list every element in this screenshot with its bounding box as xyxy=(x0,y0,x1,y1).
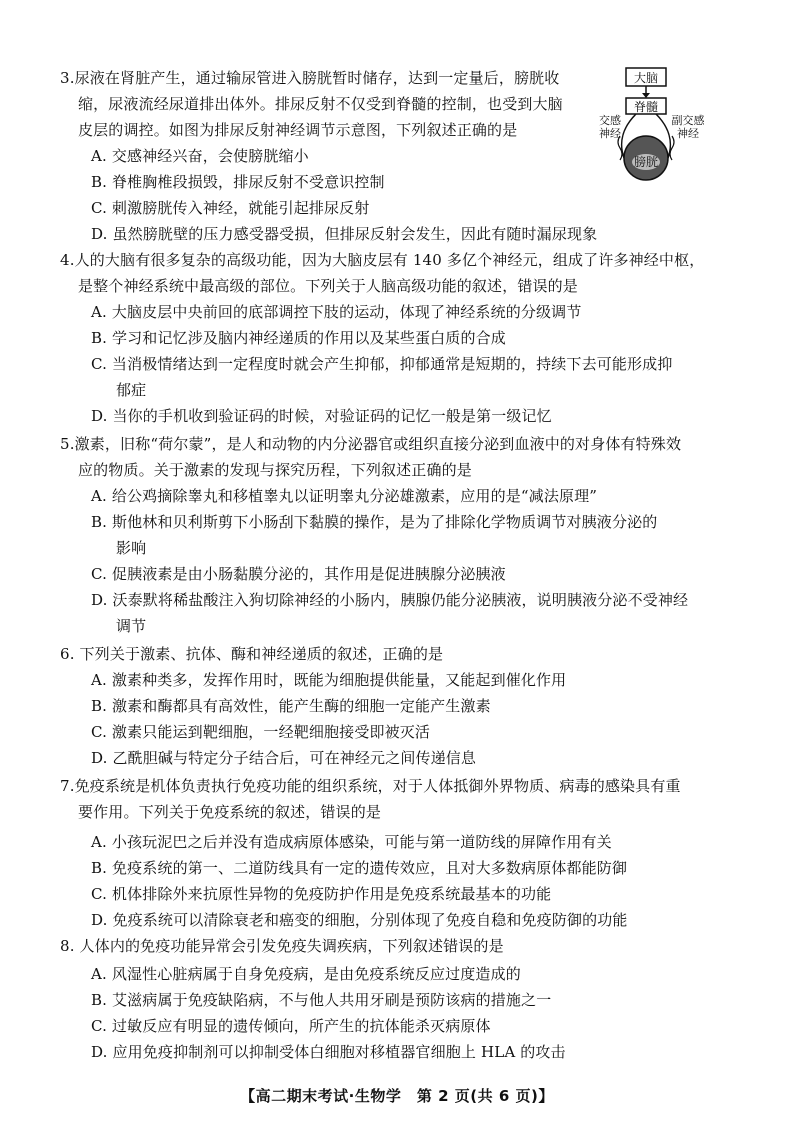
question-5-option-a[interactable]: A. 给公鸡摘除睾丸和移植睾丸以证明睾丸分泌雄激素，应用的是“减法原理” xyxy=(91,487,598,505)
question-4-option-c-cont: 郁症 xyxy=(116,381,147,399)
question-5-option-d-cont: 调节 xyxy=(116,617,147,635)
question-8-option-c[interactable]: C. 过敏反应有明显的遗传倾向，所产生的抗体能杀灭病原体 xyxy=(91,1017,491,1035)
question-5-option-c[interactable]: C. 促胰液素是由小肠黏膜分泌的，其作用是促进胰腺分泌胰液 xyxy=(91,565,506,583)
bladder-label: 膀胱 xyxy=(633,155,659,169)
question-5-option-d[interactable]: D. 沃泰默将稀盐酸注入狗切除神经的小肠内，胰腺仍能分泌胰液，说明胰液分泌不受神经 xyxy=(91,591,689,609)
question-6-option-c[interactable]: C. 激素只能运到靶细胞，一经靶细胞接受即被灭活 xyxy=(91,723,431,741)
question-3-option-c[interactable]: C. 刺激膀胱传入神经，就能引起排尿反射 xyxy=(91,199,370,217)
page-footer: 【高二期末考试·生物学 第 2 页(共 6 页)】 xyxy=(240,1087,554,1105)
question-8-option-b[interactable]: B. 艾滋病属于免疫缺陷病，不与他人共用牙刷是预防该病的措施之一 xyxy=(91,991,552,1009)
question-4-option-d[interactable]: D. 当你的手机收到验证码的时候，对验证码的记忆一般是第一级记忆 xyxy=(91,407,552,425)
question-8-option-d[interactable]: D. 应用免疫抑制剂可以抑制受体白细胞对移植器官细胞上 HLA 的攻击 xyxy=(91,1043,566,1061)
question-3-option-d[interactable]: D. 虽然膀胱壁的压力感受器受损，但排尿反射会发生，因此有随时漏尿现象 xyxy=(91,225,598,243)
parasympathetic-label-line-2: 神经 xyxy=(677,127,699,140)
question-4-stem-line-1: 4.人的大脑有很多复杂的高级功能，因为大脑皮层有 140 多亿个神经元，组成了许多神经中枢， xyxy=(60,251,705,269)
sympathetic-label-line-2: 神经 xyxy=(599,127,621,140)
question-3-option-b[interactable]: B. 脊椎胸椎段损毁，排尿反射不受意识控制 xyxy=(91,173,385,191)
question-8-option-a[interactable]: A. 风湿性心脏病属于自身免疫病，是由免疫系统反应过度造成的 xyxy=(91,965,521,983)
question-3-option-a[interactable]: A. 交感神经兴奋，会使膀胱缩小 xyxy=(91,147,309,165)
question-6-option-a[interactable]: A. 激素种类多，发挥作用时，既能为细胞提供能量，又能起到催化作用 xyxy=(91,671,567,689)
spinal-cord-label: 脊髓 xyxy=(633,100,659,114)
question-5-option-b-cont: 影响 xyxy=(116,539,147,557)
brain-label: 大脑 xyxy=(633,71,659,85)
question-7-option-c[interactable]: C. 机体排除外来抗原性异物的免疫防护作用是免疫系统最基本的功能 xyxy=(91,885,552,903)
question-4-option-c[interactable]: C. 当消极情绪达到一定程度时就会产生抑郁，抑郁通常是短期的，持续下去可能形成抑 xyxy=(91,355,673,373)
question-7-option-d[interactable]: D. 免疫系统可以清除衰老和癌变的细胞，分别体现了免疫自稳和免疫防御的功能 xyxy=(91,911,628,929)
question-4-option-a[interactable]: A. 大脑皮层中央前回的底部调控下肢的运动，体现了神经系统的分级调节 xyxy=(91,303,582,321)
parasympathetic-label-line-1: 副交感 xyxy=(671,114,705,127)
question-6-stem: 6. 下列关于激素、抗体、酶和神经递质的叙述，正确的是 xyxy=(60,645,444,663)
question-6-option-d[interactable]: D. 乙酰胆碱与特定分子结合后，可在神经元之间传递信息 xyxy=(91,749,477,767)
question-5-stem-line-2: 应的物质。关于激素的发现与探究历程，下列叙述正确的是 xyxy=(78,461,472,479)
question-3-stem-line-2: 缩，尿液流经尿道排出体外。排尿反射不仅受到脊髓的控制，也受到大脑 xyxy=(78,95,563,113)
question-8-stem: 8. 人体内的免疫功能异常会引发免疫失调疾病，下列叙述错误的是 xyxy=(60,937,504,955)
question-3-stem-line-1: 3.尿液在肾脏产生，通过输尿管进入膀胱暂时储存，达到一定量后，膀胱收 xyxy=(60,69,560,87)
micturition-reflex-diagram xyxy=(596,66,736,190)
question-7-stem-line-1: 7.免疫系统是机体负责执行免疫功能的组织系统，对于人体抵御外界物质、病毒的感染具有重 xyxy=(60,777,681,795)
sympathetic-label-line-1: 交感 xyxy=(599,114,621,127)
question-5-stem-line-1: 5.激素，旧称“荷尔蒙”，是人和动物的内分泌器官或组织直接分泌到血液中的对身体有特殊效 xyxy=(60,435,682,453)
question-4-stem-line-2: 是整个神经系统中最高级的部位。下列关于人脑高级功能的叙述，错误的是 xyxy=(78,277,578,295)
question-7-option-b[interactable]: B. 免疫系统的第一、二道防线具有一定的遗传效应，且对大多数病原体都能防御 xyxy=(91,859,628,877)
question-3-stem-line-3: 皮层的调控。如图为排尿反射神经调节示意图，下列叙述正确的是 xyxy=(78,121,518,139)
question-7-stem-line-2: 要作用。下列关于免疫系统的叙述，错误的是 xyxy=(78,803,382,821)
question-7-option-a[interactable]: A. 小孩玩泥巴之后并没有造成病原体感染，可能与第一道防线的屏障作用有关 xyxy=(91,833,612,851)
question-6-option-b[interactable]: B. 激素和酶都具有高效性，能产生酶的细胞一定能产生激素 xyxy=(91,697,491,715)
question-4-option-b[interactable]: B. 学习和记忆涉及脑内神经递质的作用以及某些蛋白质的合成 xyxy=(91,329,506,347)
question-5-option-b[interactable]: B. 斯他林和贝利斯剪下小肠刮下黏膜的操作，是为了排除化学物质调节对胰液分泌的 xyxy=(91,513,658,531)
